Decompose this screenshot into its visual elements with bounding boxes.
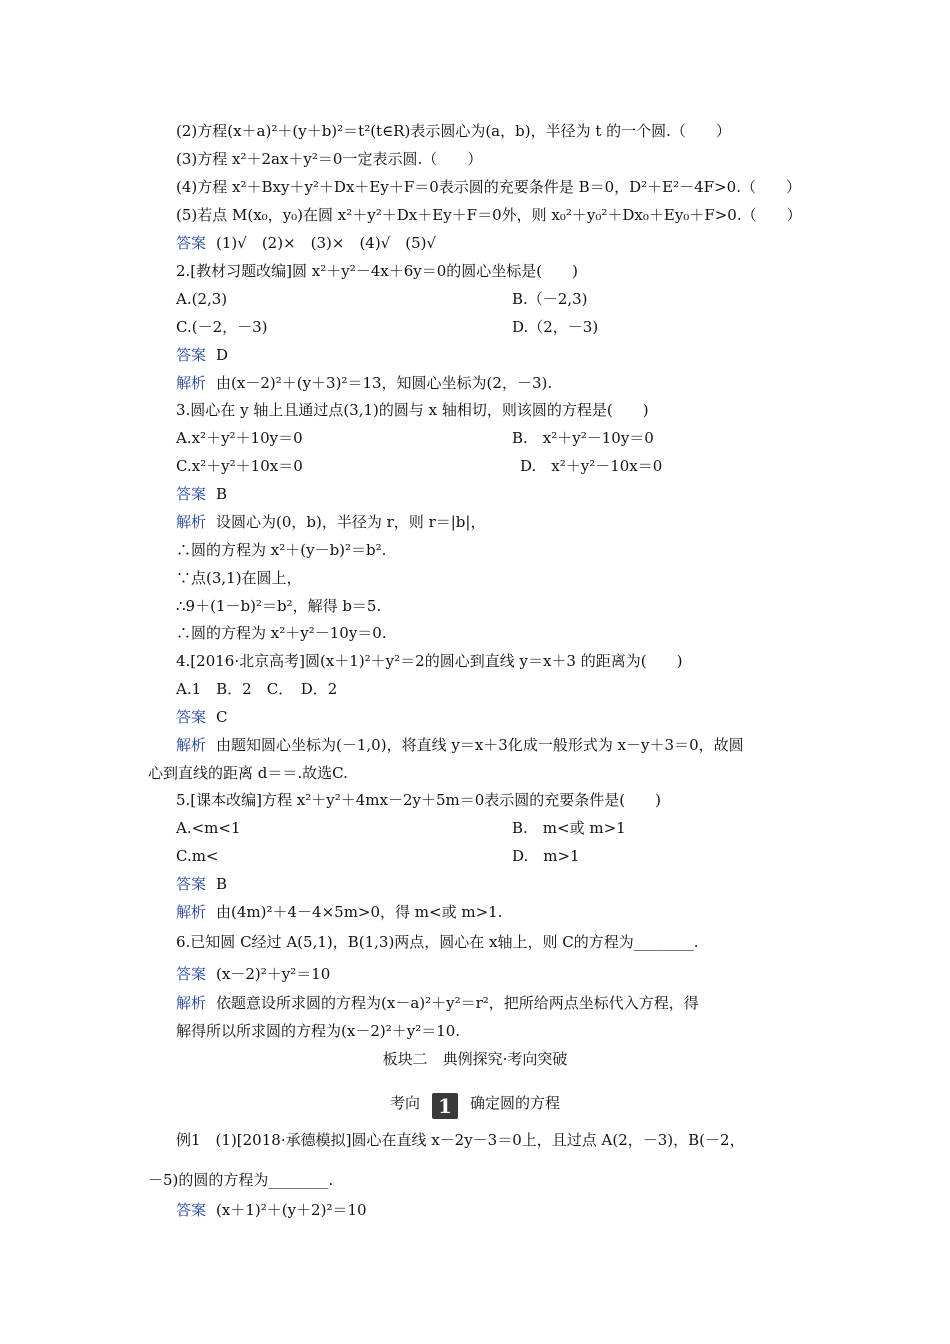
q6-stem: 6.已知圆 C经过 A(5,1)，B(1,3)两点，圆心在 x轴上，则 C的方程为________. [176, 933, 699, 951]
q3-analysis [176, 512, 485, 532]
q3-step-3: ∴9＋(1－b)²＝b²，解得 b＝5. [176, 597, 382, 615]
answer-text: B [216, 485, 228, 503]
analysis-text: 依题意设所求圆的方程为(x－a)²＋y²＝r²，把所给两点坐标代入方程，得 [216, 994, 699, 1012]
analysis-text: 设圆心为(0，b)，半径为 r，则 r＝|b|， [216, 513, 486, 531]
answer-text: C [216, 708, 228, 726]
q3-option-c: C.x²＋y²＋10x＝0 [176, 457, 303, 475]
example1-stem: 例1 (1)[2018·承德模拟]圆心在直线 x－2y－3＝0上，且过点 A(2，－3)，B(－2， [176, 1131, 745, 1149]
q6-answer [176, 964, 330, 984]
q2-option-c: C.(－2，－3) [176, 318, 268, 336]
q2-option-b: B.（－2,3) [512, 290, 588, 308]
answer-text: (x－2)²＋y²＝10 [216, 965, 331, 983]
q1-item-4: (4)方程 x²＋Bxy＋y²＋Dx＋Ey＋F＝0表示圆的充要条件是 B＝0，D²＋E²－4F>0.（ ） [176, 178, 801, 196]
q3-stem: 3.圆心在 y 轴上且通过点(3,1)的圆与 x 轴相切，则该圆的方程是( ) [176, 401, 649, 419]
answer-label: 答案 [176, 1201, 207, 1219]
answer-label: 答案 [176, 234, 207, 252]
q3-step-4: ∴圆的方程为 x²＋y²－10y＝0. [176, 624, 387, 642]
q6-analysis [176, 993, 699, 1013]
q3-step-1: ∴圆的方程为 x²＋(y－b)²＝b². [176, 541, 387, 559]
direction-number-badge: 1 [432, 1093, 458, 1119]
q1-item-3: (3)方程 x²＋2ax＋y²＝0一定表示圆.（ ） [176, 150, 483, 168]
q4-analysis [176, 735, 744, 755]
q1-answer [176, 233, 436, 253]
example1-stem-cont: －5)的圆的方程为________. [148, 1171, 334, 1189]
q4-stem: 4.[2016·北京高考]圆(x＋1)²＋y²＝2的圆心到直线 y＝x＋3 的距离为( ) [176, 652, 683, 670]
q2-analysis [176, 373, 552, 393]
answer-label: 答案 [176, 346, 207, 364]
answer-text: D [216, 346, 229, 364]
analysis-label: 解析 [176, 513, 207, 531]
answer-label: 答案 [176, 485, 207, 503]
q5-option-d: D. m>1 [512, 847, 580, 865]
q6-analysis-cont: 解得所以所求圆的方程为(x－2)²＋y²＝10. [176, 1022, 461, 1040]
analysis-label: 解析 [176, 736, 207, 754]
analysis-label: 解析 [176, 903, 207, 921]
q2-option-d: D.（2，－3) [512, 318, 599, 336]
q4-answer [176, 707, 228, 727]
q3-step-2: ∵点(3,1)在圆上， [176, 569, 302, 587]
q1-item-2: (2)方程(x＋a)²＋(y＋b)²＝t²(t∈R)表示圆心为(a，b)，半径为 t 的一个圆.（ ） [176, 122, 731, 140]
analysis-text: 由(x－2)²＋(y＋3)²＝13，知圆心坐标为(2，－3). [216, 374, 553, 392]
analysis-label: 解析 [176, 994, 207, 1012]
answer-text: B [216, 875, 228, 893]
analysis-text: 由题知圆心坐标为(－1,0)，将直线 y＝x＋3化成一般形式为 x－y＋3＝0，故圆 [216, 736, 744, 754]
q2-option-a: A.(2,3) [176, 290, 228, 308]
direction-prefix: 考向 [389, 1094, 420, 1112]
analysis-label: 解析 [176, 374, 207, 392]
answer-label: 答案 [176, 965, 207, 983]
q5-answer [176, 874, 227, 894]
q3-option-b: B. x²＋y²－10y＝0 [512, 429, 654, 447]
q3-answer [176, 484, 227, 504]
q5-option-a: A.<m<1 [176, 819, 241, 837]
q2-answer [176, 345, 228, 365]
answer-label: 答案 [176, 708, 207, 726]
direction-title: 确定圆的方程 [470, 1094, 561, 1112]
q2-stem: 2.[教材习题改编]圆 x²＋y²－4x＋6y＝0的圆心坐标是( ) [176, 262, 579, 280]
answer-label: 答案 [176, 875, 207, 893]
q4-options: A.1 B．2 C． D．2 [176, 680, 338, 698]
example1-answer [176, 1200, 367, 1220]
q3-option-a: A.x²＋y²＋10y＝0 [176, 429, 303, 447]
direction-heading [0, 1090, 950, 1119]
q5-stem: 5.[课本改编]方程 x²＋y²＋4mx－2y＋5m＝0表示圆的充要条件是( ) [176, 791, 662, 809]
section-title: 板块二 典例探究·考向突破 [382, 1050, 568, 1068]
answer-text: (x＋1)²＋(y＋2)²＝10 [216, 1201, 367, 1219]
answer-text: (1)√ (2)× (3)× (4)√ (5)√ [216, 234, 437, 252]
q5-option-c: C.m< [176, 847, 219, 865]
q1-item-5: (5)若点 M(x₀，y₀)在圆 x²＋y²＋Dx＋Ey＋F＝0外，则 x₀²＋y₀²＋Dx₀＋Ey₀＋F>0.（ ） [176, 206, 802, 224]
q5-analysis [176, 902, 502, 922]
q5-option-b: B. m<或 m>1 [512, 819, 626, 837]
q3-option-d: D. x²＋y²－10x＝0 [520, 457, 663, 475]
analysis-text: 由(4m)²＋4－4×5m>0，得 m<或 m>1. [216, 903, 503, 921]
q4-analysis-cont: 心到直线的距离 d＝＝.故选C. [148, 764, 348, 782]
